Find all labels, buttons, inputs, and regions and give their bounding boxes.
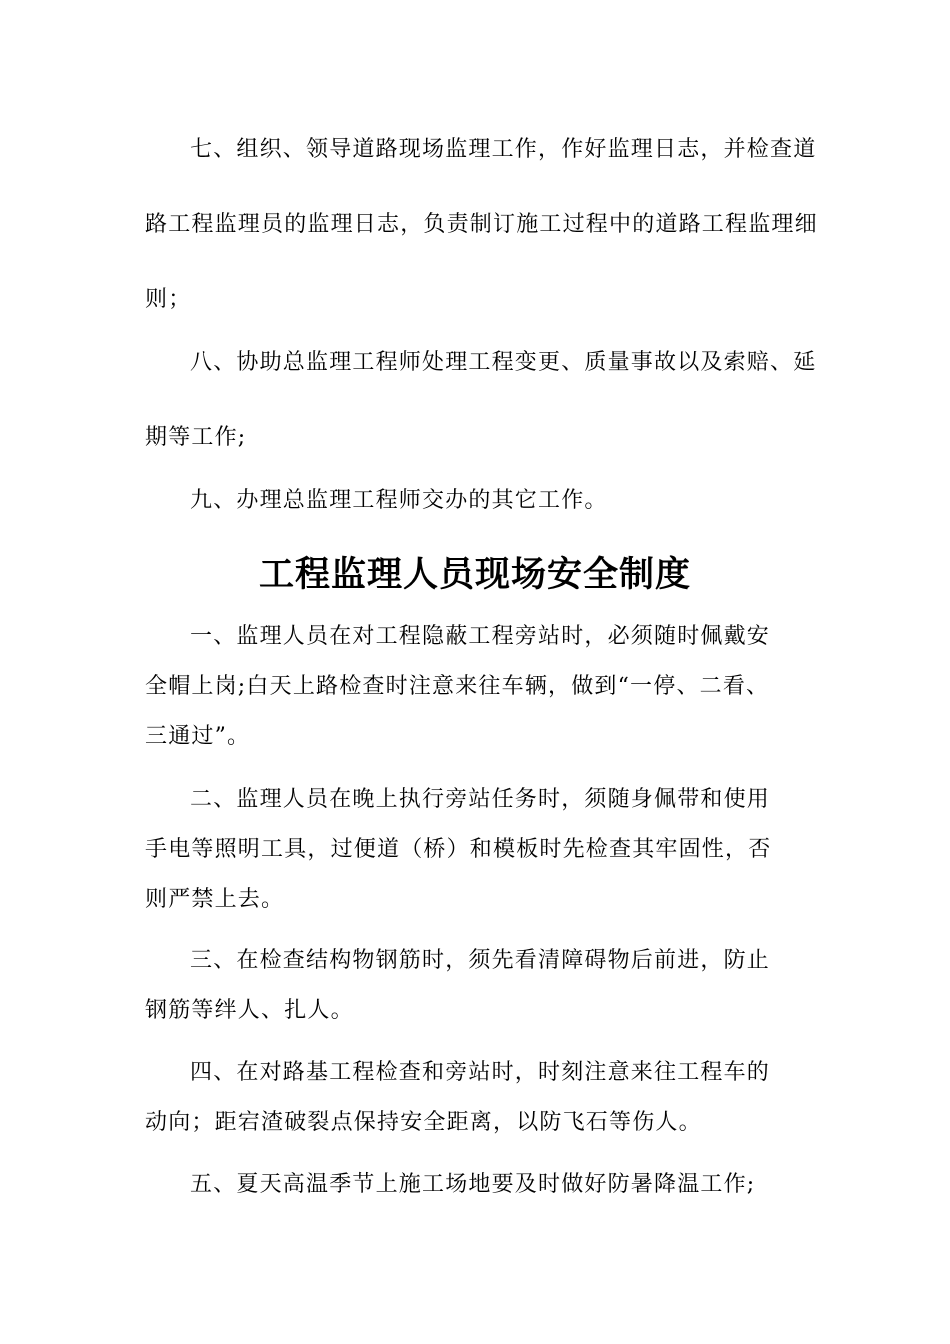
text-line: 动向；距宕渣破裂点保持安全距离，以防飞石等伤人。 xyxy=(145,1110,702,1135)
text-line: 则； xyxy=(145,287,192,312)
text-line: 三通过”。 xyxy=(145,724,251,749)
text-line: 钢筋等绊人、扎人。 xyxy=(145,998,354,1023)
text-line: 期等工作; xyxy=(145,425,247,450)
text-line: 八、协助总监理工程师处理工程变更、质量事故以及索赔、延 xyxy=(190,350,817,375)
text-line: 一、监理人员在对工程隐蔽工程旁站时，必须随时佩戴安 xyxy=(190,624,771,649)
text-line: 九、办理总监理工程师交办的其它工作。 xyxy=(190,488,608,513)
text-line: 五、夏天高温季节上施工场地要及时做好防暑降温工作; xyxy=(190,1172,756,1197)
text-line: 手电等照明工具，过便道（桥）和模板时先检查其牢固性，否 xyxy=(145,837,772,862)
text-line: 二、监理人员在晚上执行旁站任务时，须随身佩带和使用 xyxy=(190,787,771,812)
text-line: 路工程监理员的监理日志，负责制订施工过程中的道路工程监理细 xyxy=(145,212,818,237)
text-line: 三、在检查结构物钢筋时，须先看清障碍物后前进，防止 xyxy=(190,948,771,973)
text-line: 则严禁上去。 xyxy=(145,887,285,912)
text-line: 七、组织、领导道路现场监理工作，作好监理日志，并检查道 xyxy=(190,137,817,162)
text-line: 全帽上岗;白天上路检查时注意来往车辆，做到“一停、二看、 xyxy=(145,674,770,699)
text-line: 四、在对路基工程检查和旁站时，时刻注意来往工程车的 xyxy=(190,1060,771,1085)
section-title: 工程监理人员现场安全制度 xyxy=(258,555,691,595)
